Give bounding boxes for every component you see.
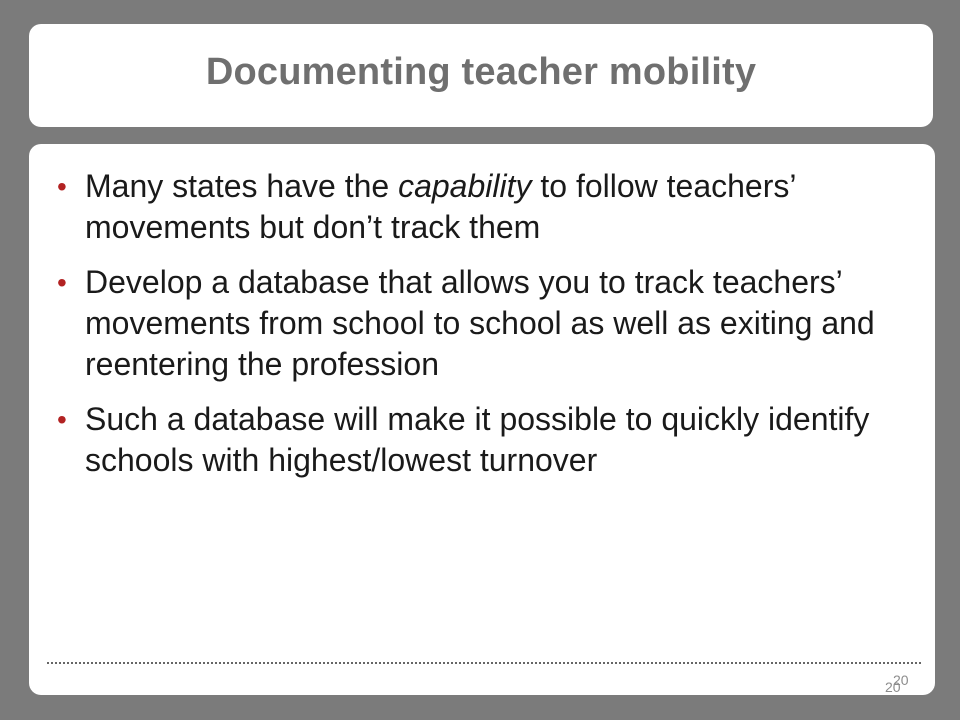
bullet-list: [57, 166, 907, 495]
bullet-text: Develop a database that allows you to track teachers’ movements from school to school as well as exiting and reentering the profession: [85, 264, 875, 382]
bullet-item-2: [57, 262, 907, 385]
bullet-dot-icon: •: [57, 404, 67, 435]
bullet-text-part: to follow teachers’ movements but don’t track them: [85, 168, 796, 245]
bullet-item-3: [57, 399, 907, 481]
content-panel: [29, 144, 935, 695]
bullet-text-part: Many states have the: [85, 168, 399, 204]
bullet-emphasis: capability: [398, 168, 532, 204]
bullet-text: Such a database will make it possible to quickly identify schools with highest/lowest turnover: [85, 401, 870, 478]
bullet-dot-icon: •: [57, 267, 67, 298]
slide-title: Documenting teacher mobility: [205, 51, 757, 93]
bullet-item-1: [57, 166, 907, 248]
page-number-shadow: 20: [885, 679, 901, 695]
title-panel: [29, 24, 933, 127]
footer-divider: [47, 662, 921, 664]
bullet-text: [85, 168, 795, 245]
bullet-dot-icon: •: [57, 171, 67, 202]
page-number: 20: [893, 672, 909, 688]
